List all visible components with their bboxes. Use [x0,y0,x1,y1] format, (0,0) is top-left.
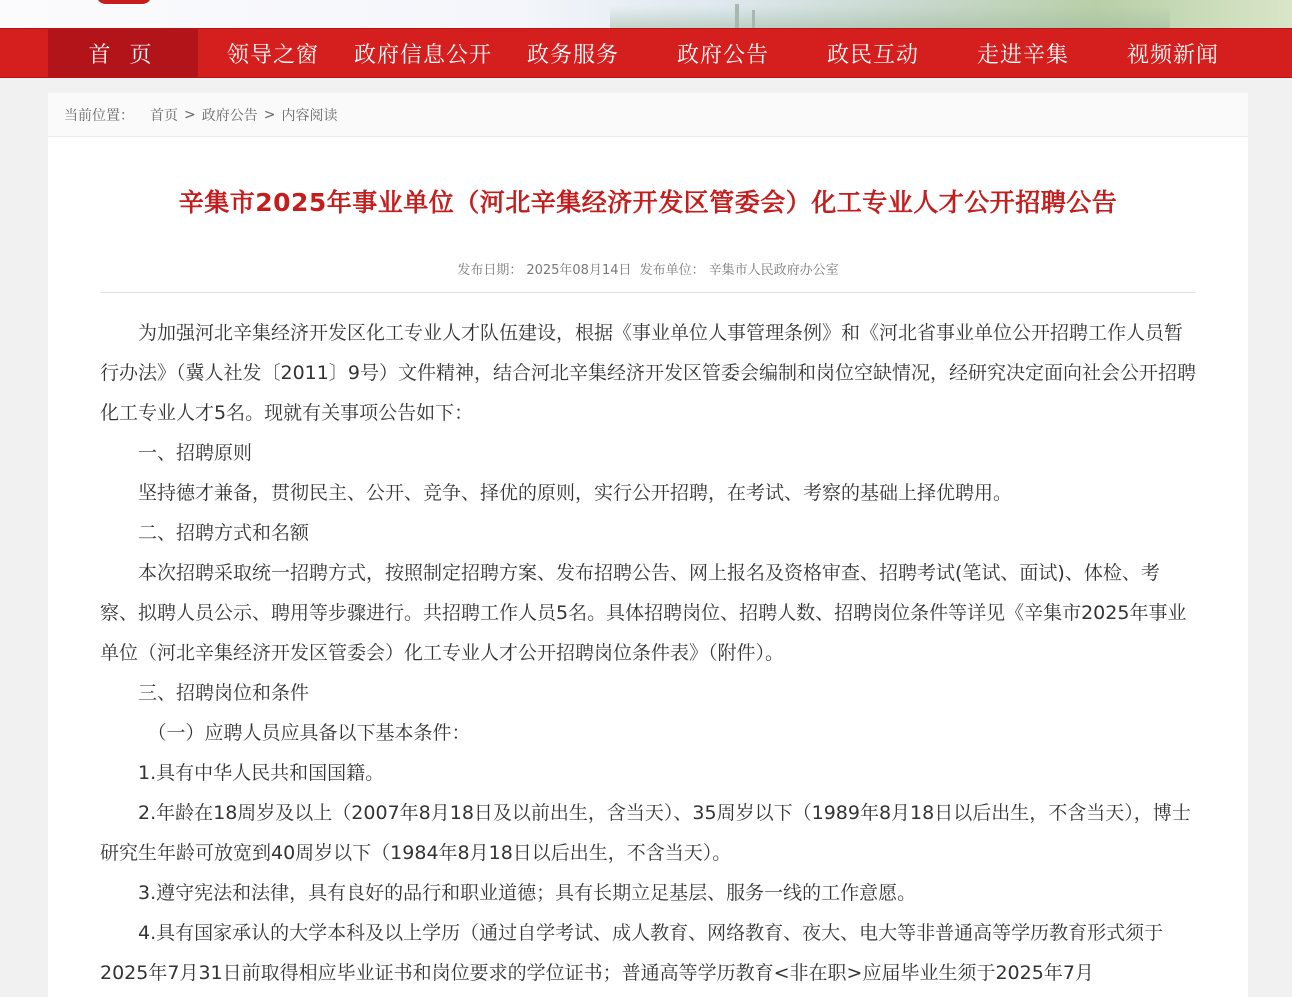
list-item: 1.具有中华人民共和国国籍。 [138,762,385,784]
main-nav [0,28,1292,78]
nav-gov-info[interactable]: 政府信息公开 [353,42,492,68]
paragraph: 坚持德才兼备，贯彻民主、公开、竞争、择优的原则，实行公开招聘，在考试、考察的基础上择优聘用。 [138,482,1013,504]
nav-gov-notices[interactable]: 政府公告 [676,42,769,68]
nav-gov-services[interactable]: 政务服务 [526,42,619,68]
breadcrumb-current: 内容阅读 [281,107,338,124]
breadcrumb [48,93,1248,137]
meta-date-label: 发布日期： [457,263,523,278]
nav-about-xinji[interactable]: 走进辛集 [976,42,1069,68]
section-heading: 二、招聘方式和名额 [138,522,310,544]
list-item: 3.遵守宪法和法律，具有良好的品行和职业道德；具有长期立足基层、服务一线的工作意愿。 [138,882,917,904]
banner-tower [735,4,739,28]
nav-interaction[interactable]: 政民互动 [826,42,919,68]
nav-video-news[interactable]: 视频新闻 [1126,42,1219,68]
breadcrumb-separator: > [263,106,276,123]
nav-leaders[interactable]: 领导之窗 [226,42,319,68]
paragraph-intro: 为加强河北辛集经济开发区化工专业人才队伍建设，根据《事业单位人事管理条例》和《河北省事业单位公开招聘工作人员暂行办法》（冀人社发〔2011〕9号）文件精神，结合河北辛集经济开发区管委会编制和岗位空缺情况，经研究决定面向社会公开招聘化工专业人才5名。现就有关事项公告如下： [100,322,1196,424]
article-body [100,293,1196,993]
site-logo[interactable] [96,0,152,4]
article-meta [100,259,1196,293]
article-title: 辛集市2025年事业单位（河北辛集经济开发区管委会）化工专业人才公开招聘公告 [178,188,1118,217]
breadcrumb-home[interactable]: 首页 [150,107,178,124]
article [48,137,1248,997]
breadcrumb-separator: > [184,106,196,123]
list-item: 2.年龄在18周岁及以上（2007年8月18日及以前出生，含当天）、35周岁以下（1989年8月18日以后出生，不含当天），博士研究生年龄可放宽到40周岁以下（1984年8月18日以后出生，不含当天）。 [100,802,1191,864]
meta-date: 2025年08月14日 [526,263,632,278]
banner-skyline-image [610,6,1170,28]
breadcrumb-label: 当前位置： [64,107,134,124]
section-heading: 三、招聘岗位和条件 [138,682,310,704]
top-banner [0,0,1292,28]
meta-unit-label: 发布单位： [639,263,705,278]
meta-unit: 辛集市人民政府办公室 [708,263,839,278]
nav-home[interactable]: 首 页 [48,29,198,77]
section-heading: 一、招聘原则 [138,442,253,464]
paragraph: 本次招聘采取统一招聘方式，按照制定招聘方案、发布招聘公告、网上报名及资格审查、招聘考试(笔试、面试)、体检、考察、拟聘人员公示、聘用等步骤进行。共招聘工作人员5名。具体招聘岗位、招聘人数、招聘岗位条件等详见《辛集市2025年事业单位（河北辛集经济开发区管委会）化工专业人才公开招聘岗位条件表》（附件）。 [100,562,1187,664]
breadcrumb-notices[interactable]: 政府公告 [201,107,258,124]
banner-tower [752,10,755,28]
subsection-heading: （一）应聘人员应具备以下基本条件： [147,722,471,744]
list-item: 4.具有国家承认的大学本科及以上学历（通过自学考试、成人教育、网络教育、夜大、电大等非普通高等学历教育形式须于2025年7月31日前取得相应毕业证书和岗位要求的学位证书；普通高等学历教育<非在职>应届毕业生须于2025年7月 [100,922,1164,984]
content-area [48,93,1248,993]
